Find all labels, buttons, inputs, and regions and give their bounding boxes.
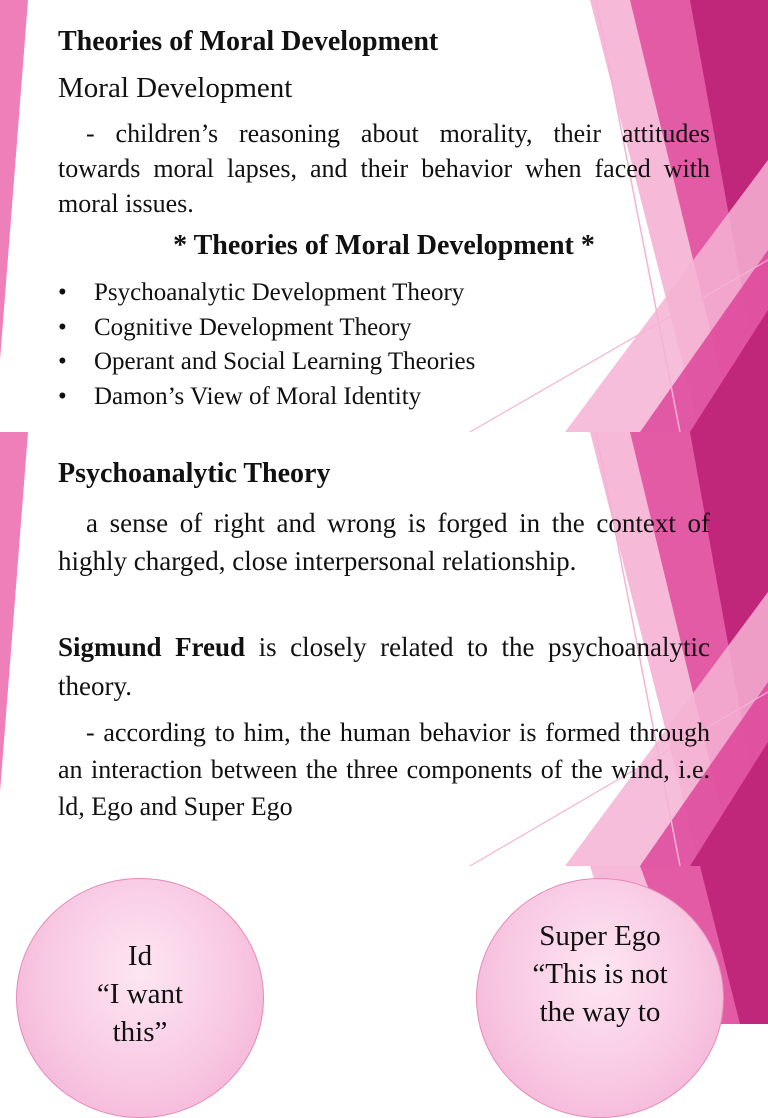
theory-label: Cognitive Development Theory	[94, 313, 412, 341]
bullet-icon: •	[58, 313, 67, 341]
freud-name: Sigmund Freud	[58, 632, 246, 662]
list-item	[58, 311, 698, 346]
superego-quote-line-1: “This is not	[532, 958, 668, 990]
superego-oval	[476, 878, 724, 1118]
bullet-icon: •	[58, 382, 67, 410]
slide-3	[0, 866, 768, 1048]
slide-1-title: Theories of Moral Development	[58, 26, 439, 57]
bullet-icon: •	[58, 348, 67, 375]
id-oval	[16, 878, 264, 1118]
slide-2	[0, 432, 768, 866]
theory-label: Operant and Social Learning Theories	[94, 348, 476, 375]
list-item	[58, 345, 698, 380]
superego-label: Super Ego	[539, 920, 661, 952]
id-label: Id	[127, 940, 153, 972]
psychoanalytic-definition: a sense of right and wrong is forged in the context of highly charged, close interpersonal relationship.	[58, 508, 710, 576]
freud-paragraph	[58, 628, 710, 706]
slide-1	[0, 0, 768, 432]
bullet-icon: •	[58, 279, 67, 306]
freud-text: is closely related to the psychoanalytic theory.	[58, 632, 710, 701]
id-quote-line-2: this”	[112, 1016, 168, 1048]
moral-development-definition: - children’s reasoning about morality, their attitudes towards moral lapses, and their behavior when faced with moral issues.	[58, 119, 710, 218]
freud-components-paragraph: - according to him, the human behavior is formed through an interaction between the three components of the wind, i.e. ld, Ego and Super Ego	[58, 718, 710, 821]
id-quote-line-1: “I want	[96, 978, 184, 1010]
list-item	[58, 380, 698, 415]
theory-label: Psychoanalytic Development Theory	[94, 279, 465, 306]
theory-label: Damon’s View of Moral Identity	[94, 382, 422, 410]
superego-quote-line-2: the way to	[539, 996, 661, 1028]
theories-heading: * Theories of Moral Development *	[173, 230, 595, 261]
theories-list	[58, 276, 698, 414]
slide-1-subtitle: Moral Development	[58, 72, 293, 104]
list-item	[58, 276, 698, 311]
slide-2-title: Psychoanalytic Theory	[58, 458, 331, 489]
